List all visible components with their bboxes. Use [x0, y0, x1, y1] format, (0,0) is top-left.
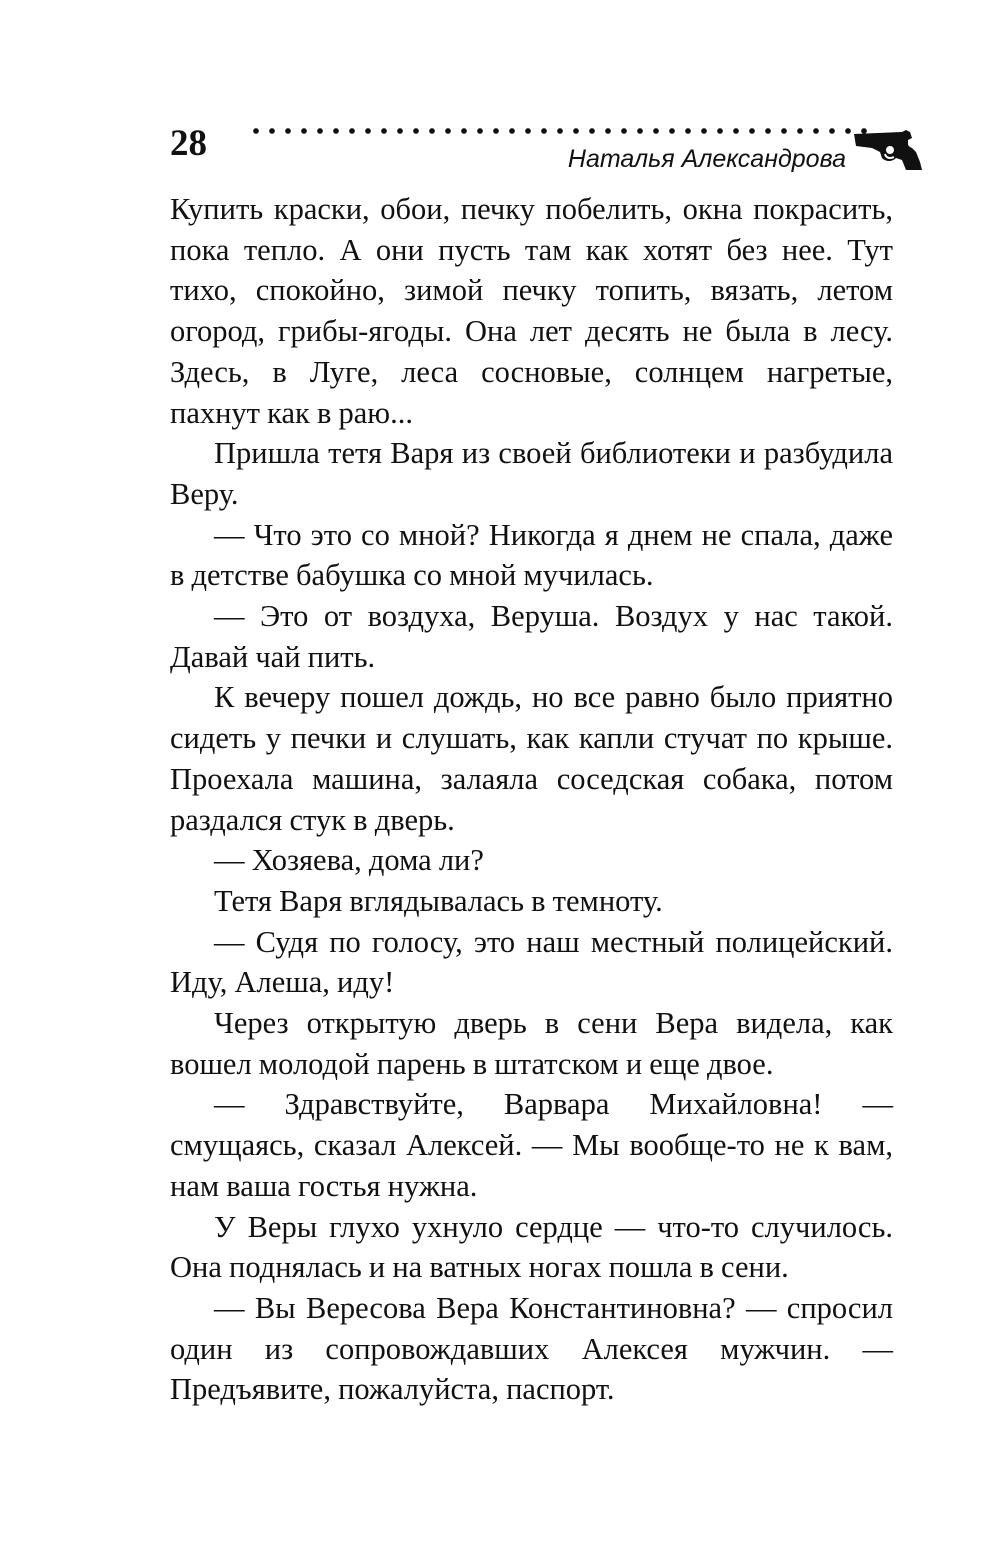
paragraph: Пришла тетя Варя из своей библиотеки и разбудила Веру. — [170, 436, 893, 511]
body-text — [170, 189, 893, 1410]
paragraph: Тетя Варя вглядывалась в темноту. — [214, 883, 663, 918]
paragraph: — Что это со мной? Никогда я днем не спала, даже в детстве бабушка со мной мучилась. — [170, 517, 893, 593]
paragraph: Купить краски, обои, печку побелить, окна покрасить, пока тепло. А они пусть там как хотят без нее. Тут тихо, спокойно, зимой печку топить, вязать, летом огород, грибы-ягоды. Она лет десять не была в лесу. Здесь, в Луге, леса сосновые, солнцем нагретые, пахнут как в раю... — [170, 192, 893, 430]
page-number: 28 — [170, 123, 207, 164]
paragraph: — Хозяева, дома ли? — [214, 843, 484, 878]
paragraph: К вечеру пошел дождь, но все равно было приятно сидеть у печки и слушать, как капли стучат по крыше. Проехала машина, залаяла соседская собака, потом раздался стук в дверь. — [170, 680, 893, 837]
running-head-author: Наталья Александрова — [567, 145, 846, 173]
paragraph: — Здравствуйте, Варвара Михайловна! — смущаясь, сказал Алексей. — Мы вообще-то не к вам, нам ваша гостья нужна. — [170, 1087, 893, 1203]
revolver-icon — [852, 128, 924, 172]
page-header — [170, 118, 930, 178]
paragraph: — Это от воздуха, Веруша. Воздух у нас такой. Давай чай пить. — [170, 599, 893, 674]
paragraph: — Вы Вересова Вера Константиновна? — спросил один из сопровождавших Алексея мужчин. — Предъявите, пожалуйста, паспорт. — [170, 1290, 893, 1407]
paragraph: У Веры глухо ухнуло сердце — что-то случилось. Она поднялась и на ватных ногах пошла в сени. — [170, 1209, 893, 1285]
paragraph: Через открытую дверь в сени Вера видела, как вошел молодой парень в штатском и еще двое. — [170, 1006, 893, 1081]
dotted-rule — [248, 126, 874, 136]
paragraph: — Судя по голосу, это наш местный полицейский. Иду, Алеша, иду! — [170, 924, 893, 1000]
